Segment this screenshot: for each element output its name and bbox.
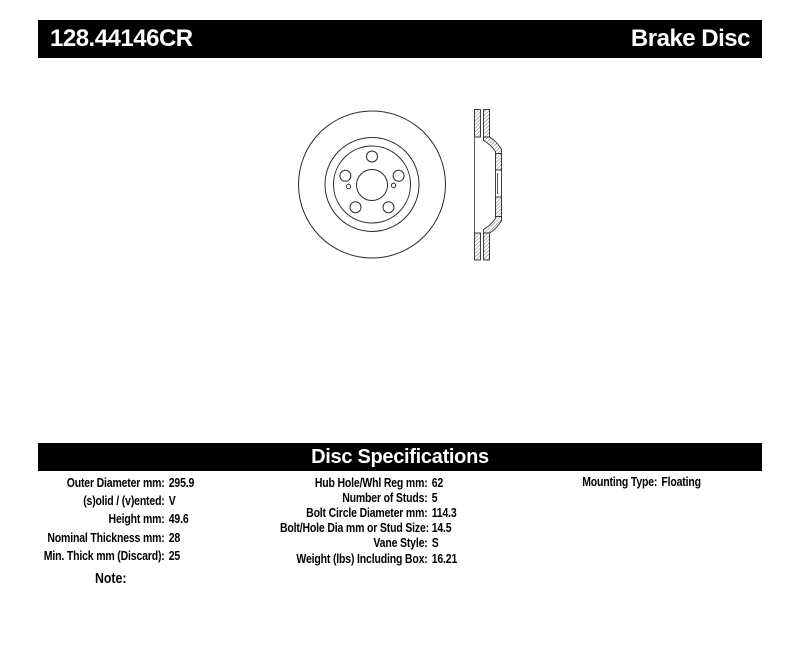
stud-hole: [383, 202, 394, 213]
stud-hole: [367, 151, 378, 162]
spec-value: 49.6: [168, 511, 189, 527]
hat-wall-section: [496, 154, 502, 171]
hat-transition: [484, 217, 502, 234]
section-plate: [475, 110, 481, 138]
product-name: Brake Disc: [630, 25, 750, 52]
stud-hole: [340, 170, 351, 181]
spec-row: [280, 551, 457, 566]
spec-label: Number of Studs:: [342, 489, 428, 505]
spec-section-header: [38, 443, 762, 471]
spec-label: Bolt Circle Diameter mm:: [306, 504, 428, 520]
spec-label: Hub Hole/Whl Reg mm:: [314, 474, 428, 490]
small-hole: [346, 184, 350, 188]
spec-row: [280, 520, 457, 535]
section-plate: [475, 233, 481, 260]
section-plate: [484, 233, 490, 260]
spec-label: Height mm:: [108, 511, 165, 527]
stud-hole: [350, 202, 361, 213]
spec-label: Outer Diameter mm:: [66, 474, 165, 490]
spec-section-title: Disc Specifications: [311, 445, 489, 468]
spec-value: 16.21: [431, 550, 458, 566]
spec-row: [40, 474, 194, 492]
spec-label: Min. Thick mm (Discard):: [43, 548, 165, 564]
spec-row: [280, 535, 457, 550]
spec-value: 62: [431, 474, 444, 490]
spec-column-middle: [280, 475, 457, 566]
spec-value: V: [168, 492, 176, 508]
technical-drawing: [270, 90, 530, 270]
spec-value: 295.9: [168, 474, 195, 490]
spec-value: 28: [168, 529, 181, 545]
front-view-drawing: [299, 111, 446, 258]
spec-label: Vane Style:: [373, 535, 428, 551]
spec-row: [40, 510, 194, 528]
spec-column-left: [40, 474, 194, 566]
header-bar: [38, 20, 762, 58]
spec-value: Floating: [661, 473, 701, 489]
spec-row: [280, 505, 457, 520]
stud-hole: [393, 170, 404, 181]
spec-label: (s)olid / (v)ented:: [83, 492, 165, 508]
spec-label: Bolt/Hole Dia mm or Stud Size:: [280, 520, 430, 536]
spec-row: [40, 492, 194, 510]
hat-transition: [484, 137, 502, 154]
friction-surface-inner-edge: [325, 138, 419, 232]
section-plate: [484, 110, 490, 138]
center-bore: [357, 170, 388, 201]
note-label: Note:: [95, 571, 127, 587]
spec-label: Weight (lbs) Including Box:: [296, 550, 428, 566]
spec-row: [40, 529, 194, 547]
hub-flange-edge: [334, 146, 411, 223]
spec-value: 5: [431, 489, 438, 505]
spec-label: Nominal Thickness mm:: [47, 529, 165, 545]
cross-section-drawing: [475, 110, 502, 261]
spec-value: 14.5: [431, 520, 452, 536]
small-hole: [391, 183, 395, 187]
brake-disc-drawing-svg: [270, 90, 530, 270]
spec-row: [280, 475, 457, 490]
disc-outer-edge: [299, 111, 446, 258]
spec-value: 114.3: [431, 504, 457, 520]
spec-row: [540, 473, 701, 491]
hat-wall-section: [496, 197, 502, 217]
spec-row: [40, 547, 194, 565]
spec-column-right: [540, 473, 701, 491]
spec-value: S: [431, 535, 439, 551]
part-number: 128.44146CR: [50, 25, 193, 52]
spec-row: [280, 490, 457, 505]
spec-value: 25: [168, 548, 181, 564]
spec-label: Mounting Type:: [582, 473, 658, 489]
